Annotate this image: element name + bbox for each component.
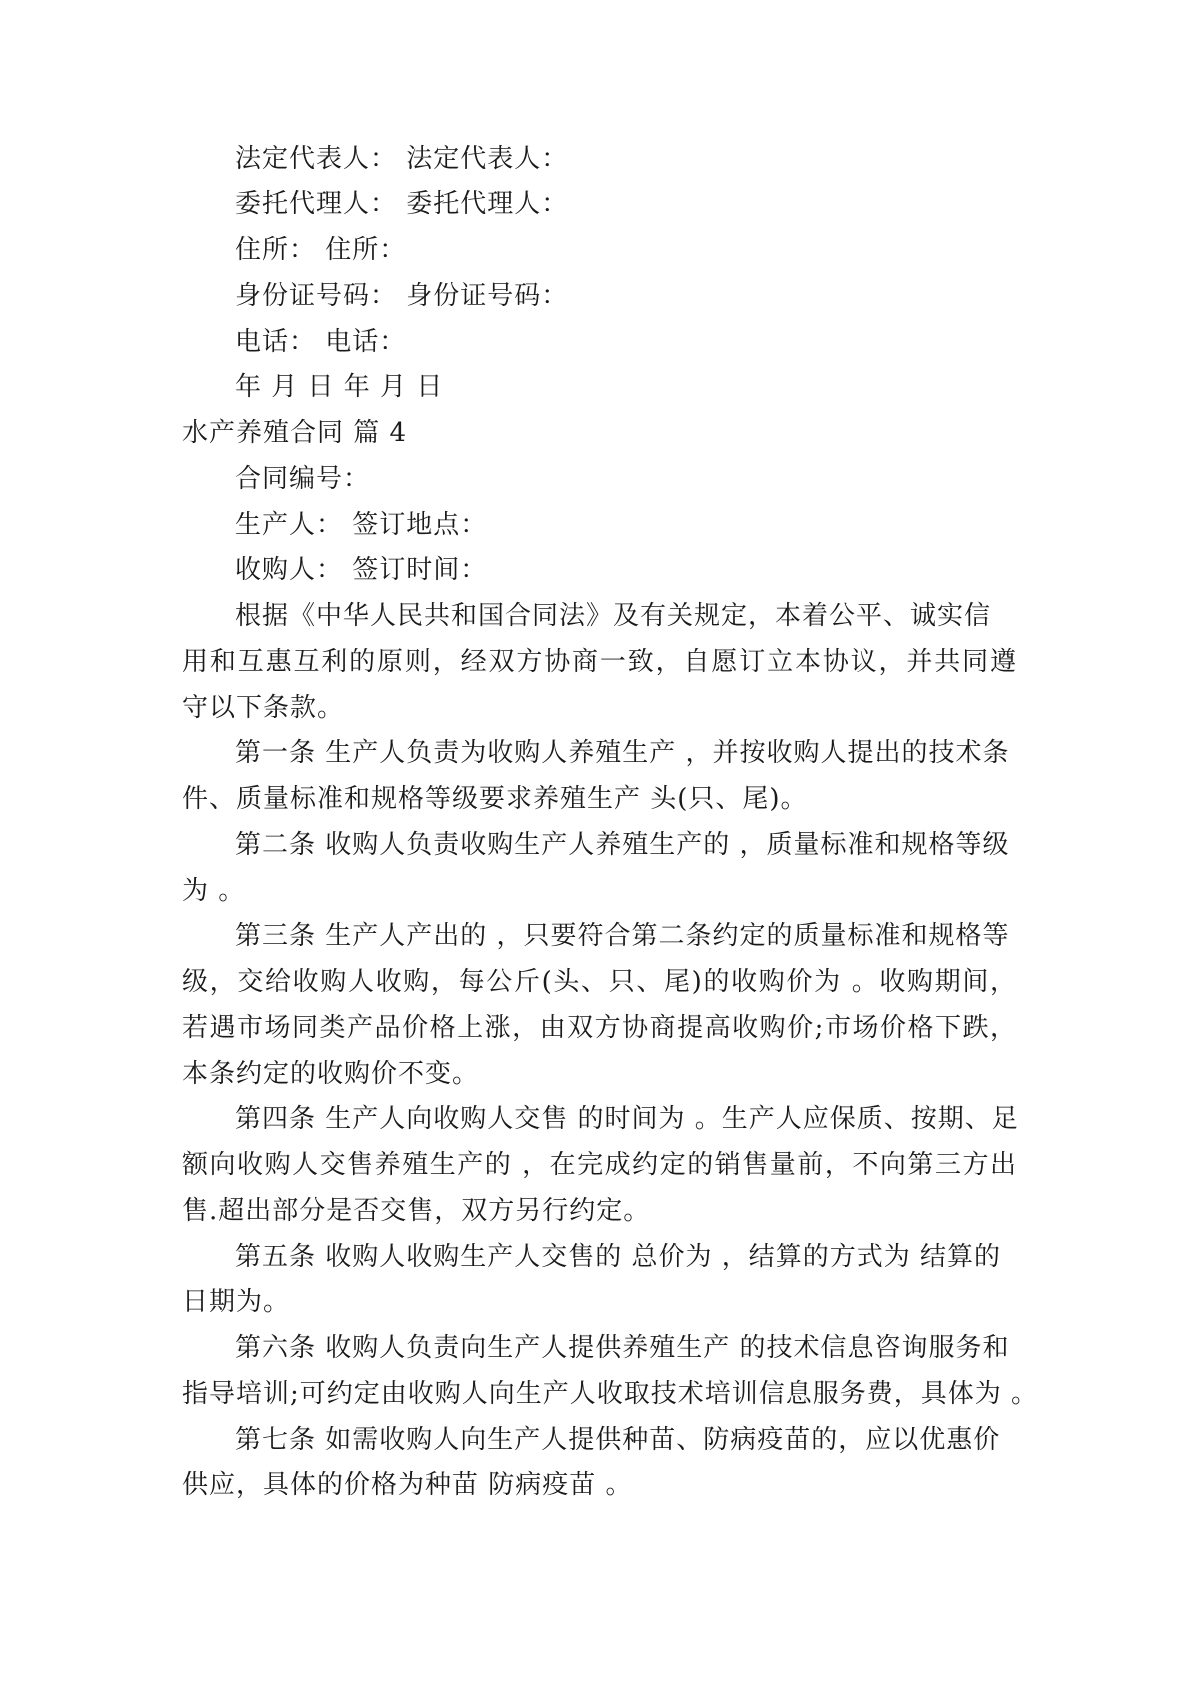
text-line: 生产人： 签订地点： bbox=[235, 510, 488, 540]
text-line: 合同编号： bbox=[235, 464, 371, 494]
text-line: 指导培训;可约定由收购人向生产人收取技术培训信息服务费，具体为 。 bbox=[182, 1379, 1039, 1409]
text-line: 住所： 住所： bbox=[235, 235, 407, 265]
text-line: 第一条 生产人负责为收购人养殖生产 ，并按收购人提出的技术条 bbox=[235, 738, 1010, 768]
text-line: 级，交给收购人收购，每公斤(头、只、尾)的收购价为 。收购期间， bbox=[182, 967, 1017, 997]
text-line: 收购人： 签订时间： bbox=[235, 555, 488, 585]
text-line: 售.超出部分是否交售，双方另行约定。 bbox=[182, 1196, 651, 1226]
text-line: 件、质量标准和规格等级要求养殖生产 头(只、尾)。 bbox=[182, 784, 808, 814]
text-line: 电话： 电话： bbox=[235, 327, 407, 357]
text-line: 第六条 收购人负责向生产人提供养殖生产 的技术信息咨询服务和 bbox=[235, 1333, 1010, 1363]
text-line: 第七条 如需收购人向生产人提供种苗、防病疫苗的，应以优惠价 bbox=[235, 1425, 1001, 1455]
section-heading: 水产养殖合同 篇 4 bbox=[182, 418, 408, 448]
text-line: 为 。 bbox=[182, 876, 246, 906]
text-line: 第五条 收购人收购生产人交售的 总价为 ，结算的方式为 结算的 bbox=[235, 1242, 1002, 1272]
text-line: 额向收购人交售养殖生产的 ，在完成约定的销售量前，不向第三方出 bbox=[182, 1150, 1017, 1180]
text-line: 守以下条款。 bbox=[182, 693, 345, 723]
text-line: 法定代表人： 法定代表人： bbox=[235, 144, 569, 174]
text-line: 委托代理人： 委托代理人： bbox=[235, 189, 569, 219]
text-line: 根据《中华人民共和国合同法》及有关规定，本着公平、诚实信 bbox=[235, 601, 992, 631]
text-line: 用和互惠互利的原则，经双方协商一致，自愿订立本协议，并共同遵 bbox=[182, 647, 1017, 677]
text-line: 第三条 生产人产出的 ，只要符合第二条约定的质量标准和规格等 bbox=[235, 921, 1010, 951]
text-line: 若遇市场同类产品价格上涨，由双方协商提高收购价;市场价格下跌， bbox=[182, 1013, 1017, 1043]
text-line: 身份证号码： 身份证号码： bbox=[235, 281, 569, 311]
text-line: 第二条 收购人负责收购生产人养殖生产的 ，质量标准和规格等级 bbox=[235, 830, 1010, 860]
text-line: 年 月 日 年 月 日 bbox=[235, 372, 444, 402]
text-line: 第四条 生产人向收购人交售 的时间为 。生产人应保质、按期、足 bbox=[235, 1104, 1019, 1134]
text-line: 本条约定的收购价不变。 bbox=[182, 1059, 480, 1089]
text-line: 供应，具体的价格为种苗 防病疫苗 。 bbox=[182, 1470, 633, 1500]
text-line: 日期为。 bbox=[182, 1287, 291, 1317]
